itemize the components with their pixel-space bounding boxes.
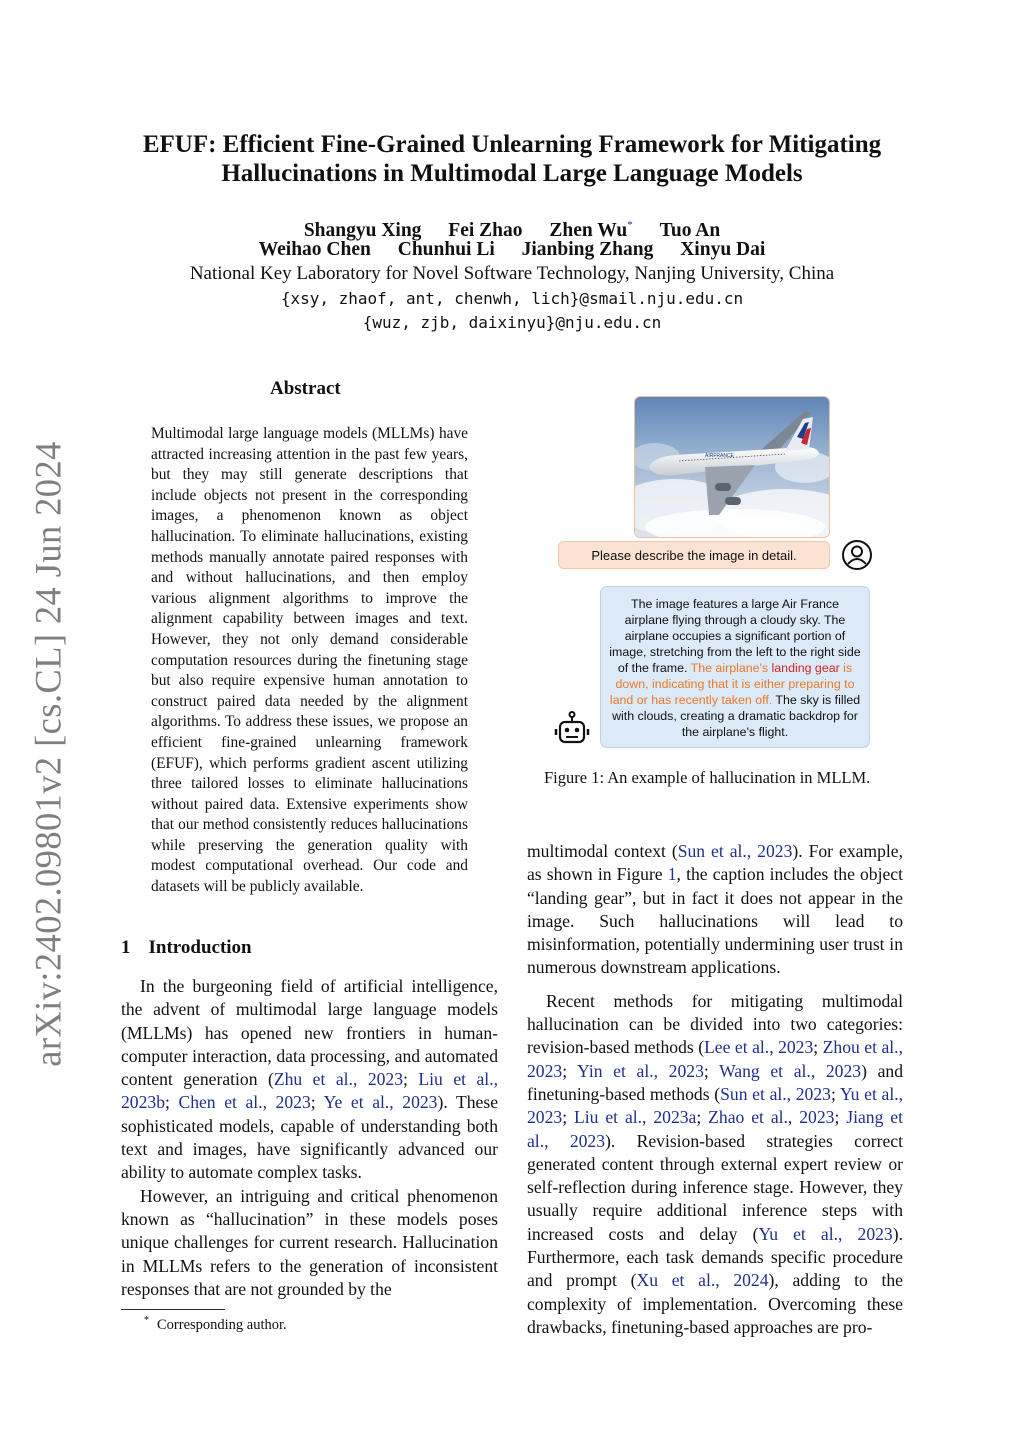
author-name: Zhen Wu* (549, 219, 633, 241)
paper-title (100, 130, 924, 188)
citation-link[interactable]: Zhao et al., 2023 (708, 1107, 835, 1128)
citation-link[interactable]: Liu et al., 2023a (574, 1107, 697, 1128)
citation-link[interactable]: Jiang et al., 2023 (527, 1107, 903, 1151)
footnote-rule (121, 1309, 225, 1310)
author-name: Weihao Chen (258, 239, 371, 260)
section-title: Introduction (148, 937, 252, 958)
citation-link[interactable]: Zhou et al., 2023 (527, 1037, 903, 1081)
footnote (144, 1315, 287, 1334)
user-prompt-bubble: Please describe the image in detail. (558, 541, 830, 569)
abstract-text: Multimodal large language models (MLLMs) have attracted increasing attention in the past few years, but they may still generate descriptions that include objects not present in the corresponding images, a phenomenon known as object hallucination. To eliminate hallucinations, existing methods manually annotate paired responses with and without hallucinations, and then employ various alignment algorithms to improve the alignment capability between images and text. However, they not only demand considerable computation resources during the finetuning stage but also require expensive human annotation to construct paired data needed by the alignment algorithms. To address these issues, we propose an efficient fine-grained unlearning framework (EFUF), which performs gradient ascent utilizing three tailored losses to eliminate hallucinations without paired data. Extensive experiments show that our method consistently reduces hallucinations while preserving the generation quality with modest computational overhead. Our code and datasets will be publicly available. (151, 425, 468, 896)
intro-paragraph-1: In the burgeoning field of artificial intelligence, the advent of multimodal large language models (MLLMs) has opened new frontiers in human-computer interaction, data processing, and automated content generation (Zhu et al., 2023; Liu et al., 2023b; Chen et al., 2023; Ye et al., 2023). These sophisticated models, capable of understanding both text and images, have significantly advanced our ability to automate complex tasks. (121, 976, 499, 1183)
email-line-1: {xsy, zhaof, ant, chenwh, lich}@smail.nju.edu.cn (280, 289, 744, 308)
author-name: Tuo An (659, 219, 721, 241)
citation-link[interactable]: Sun et al., 2023 (677, 841, 793, 861)
footnote-mark: * (144, 1315, 149, 1326)
author-name: Xinyu Dai (680, 239, 766, 260)
robot-icon (554, 711, 590, 747)
citation-link[interactable]: Wang et al., 2023 (719, 1060, 862, 1081)
title-line-2: Hallucinations in Multimodal Large Language Models (221, 160, 803, 187)
citation-link[interactable]: Yin et al., 2023 (577, 1060, 704, 1081)
airline-livery-label: AIRFRANCE (705, 453, 734, 459)
figure-caption: Figure 1: An example of hallucination in MLLM. (544, 768, 871, 787)
title-line-1: EFUF: Efficient Fine-Grained Unlearning Framework for Mitigating (142, 131, 882, 158)
footnote-text: Corresponding author. (157, 1316, 287, 1333)
figure-airplane-photo (634, 396, 830, 538)
author-footnote-mark: * (627, 219, 633, 231)
user-icon (841, 539, 873, 571)
affiliation: National Key Laboratory for Novel Software Technology, Nanjing University, China (189, 263, 835, 284)
citation-link[interactable]: Zhu et al., 2023 (273, 1069, 404, 1090)
author-name: Fei Zhao (448, 219, 523, 241)
arxiv-identifier-stamp: arXiv:2402.09801v2 [cs.CL] 24 Jun 2024 (27, 441, 69, 1067)
email-line-2: {wuz, zjb, daixinyu}@nju.edu.cn (362, 313, 662, 332)
citation-link[interactable]: Liu et al., 2023b (121, 1069, 498, 1113)
author-name: Shangyu Xing (303, 219, 422, 241)
figure-reference-link[interactable]: 1 (667, 864, 677, 885)
abstract-heading: Abstract (270, 378, 341, 399)
intro-paragraph-2: However, an intriguing and critical phenomenon known as “hallucination” in these models poses unique challenges for current research. Hallucination in MLLMs refers to the generation of inconsistent responses that are not grounded by the (121, 1185, 498, 1299)
authors-row-2 (100, 238, 924, 262)
right-column-body (527, 840, 903, 1339)
citation-link[interactable]: Xu et al., 2024 (636, 1270, 769, 1291)
author-name: Jianbing Zhang (521, 239, 654, 260)
left-column-body (121, 975, 498, 1301)
hallucinated-object: landing gear (771, 661, 840, 675)
citation-link[interactable]: Sun et al., 2023 (720, 1083, 831, 1104)
right-paragraph-2: Recent methods for mitigating multimodal hallucination can be divided into two categories: revision-based methods (Lee et al., 2023; Zhou et al., 2023; Yin et al., 2023; Wang et al., 2023) and finetuning-based methods (Sun et al., 2023; Yu et al., 2023; Liu et al., 2023a; Zhao et al., 2023; Jiang et al., 2023). Revision-based strategies correct generated content through external expert review or self-reflection during inference stage. However, they usually require additional inference steps with increased costs and delay (Yu et al., 2023). Furthermore, each task demands specific procedure and prompt (Xu et al., 2024), adding to the complexity of implementation. Overcoming these drawbacks, finetuning-based approaches are pro- (527, 990, 904, 1337)
model-response-bubble: The image features a large Air France airplane flying through a cloudy sky. The airplane occupies a significant portion of image, stretching from the left to the right side of the frame. The airplane's landing gear is down, indicating that it is either preparing to land or has recently taken off. The sky is filled with clouds, creating a dramatic backdrop for the airplane's flight. (600, 586, 870, 748)
citation-link[interactable]: Lee et al., 2023 (704, 1037, 814, 1058)
section-heading-introduction (121, 937, 252, 959)
citation-link[interactable]: Ye et al., 2023 (323, 1092, 438, 1113)
section-number: 1 (121, 937, 131, 958)
citation-link[interactable]: Yu et al., 2023 (527, 1083, 904, 1128)
citation-link[interactable]: Yu et al., 2023 (758, 1223, 893, 1244)
right-paragraph-1: multimodal context (Sun et al., 2023). For example, as shown in Figure 1, the caption includes the object “landing gear”, but in fact it does not appear in the image. Such hallucinations will lead to misinformation, potentially undermining user trust in numerous downstream applications. (527, 841, 904, 978)
author-name: Chunhui Li (397, 239, 495, 260)
citation-link[interactable]: Chen et al., 2023 (178, 1092, 311, 1113)
